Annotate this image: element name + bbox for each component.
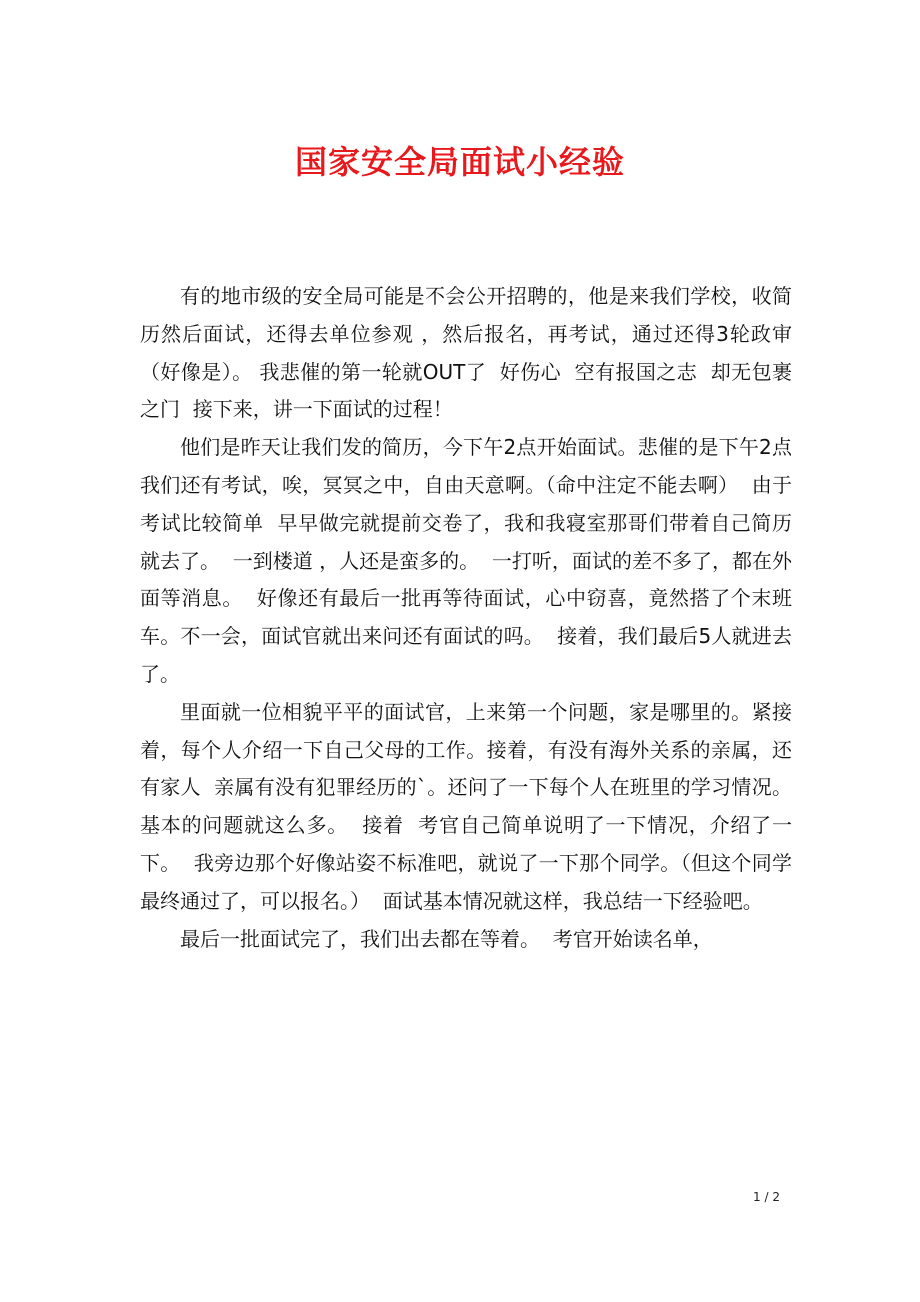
page-number: 1 / 2 [753,1190,780,1204]
paragraph-2: 他们是昨天让我们发的简历，今下午2点开始面试。悲催的是下午2点我们还有考试，唉，冥冥之中，自由天意啊。（命中注定不能去啊） 由于考试比较简单 早早做完就提前交卷了，我和我寝室那哥们带着自己简历就去了。 一到楼道 ，人还是蛮多的。 一打听，面试的差不多了，都在外面等消息。 好像还有最后一批再等待面试，心中窃喜，竟然搭了个末班车。不一会，面试官就出来问还有面试的吗。 接着，我们最后5人就进去了。 [140,435,792,686]
document-body [140,278,792,958]
document-title: 国家安全局面试小经验 [294,143,625,181]
paragraph-1: 有的地市级的安全局可能是不会公开招聘的，他是来我们学校，收简历然后面试，还得去单位参观 ，然后报名，再考试，通过还得3轮政审（好像是）。 我悲催的第一轮就OUT了 好伤心 空有报国之志 却无包裹之门 接下来，讲一下面试的过程！ [140,284,792,422]
paragraph-4: 最后一批面试完了，我们出去都在等着。 考官开始读名单， [180,926,713,951]
paragraph-3: 里面就一位相貌平平的面试官，上来第一个问题，家是哪里的。紧接着，每个人介绍一下自己父母的工作。接着，有没有海外关系的亲属，还有家人 亲属有没有犯罪经历的`。还问了一下每个人在班里的学习情况。基本的问题就这么多。 接着 考官自己简单说明了一下情况，介绍了一下。 我旁边那个好像站姿不标准吧，就说了一下那个同学。（但这个同学最终通过了，可以报名。） 面试基本情况就这样，我总结一下经验吧。 [140,699,792,913]
